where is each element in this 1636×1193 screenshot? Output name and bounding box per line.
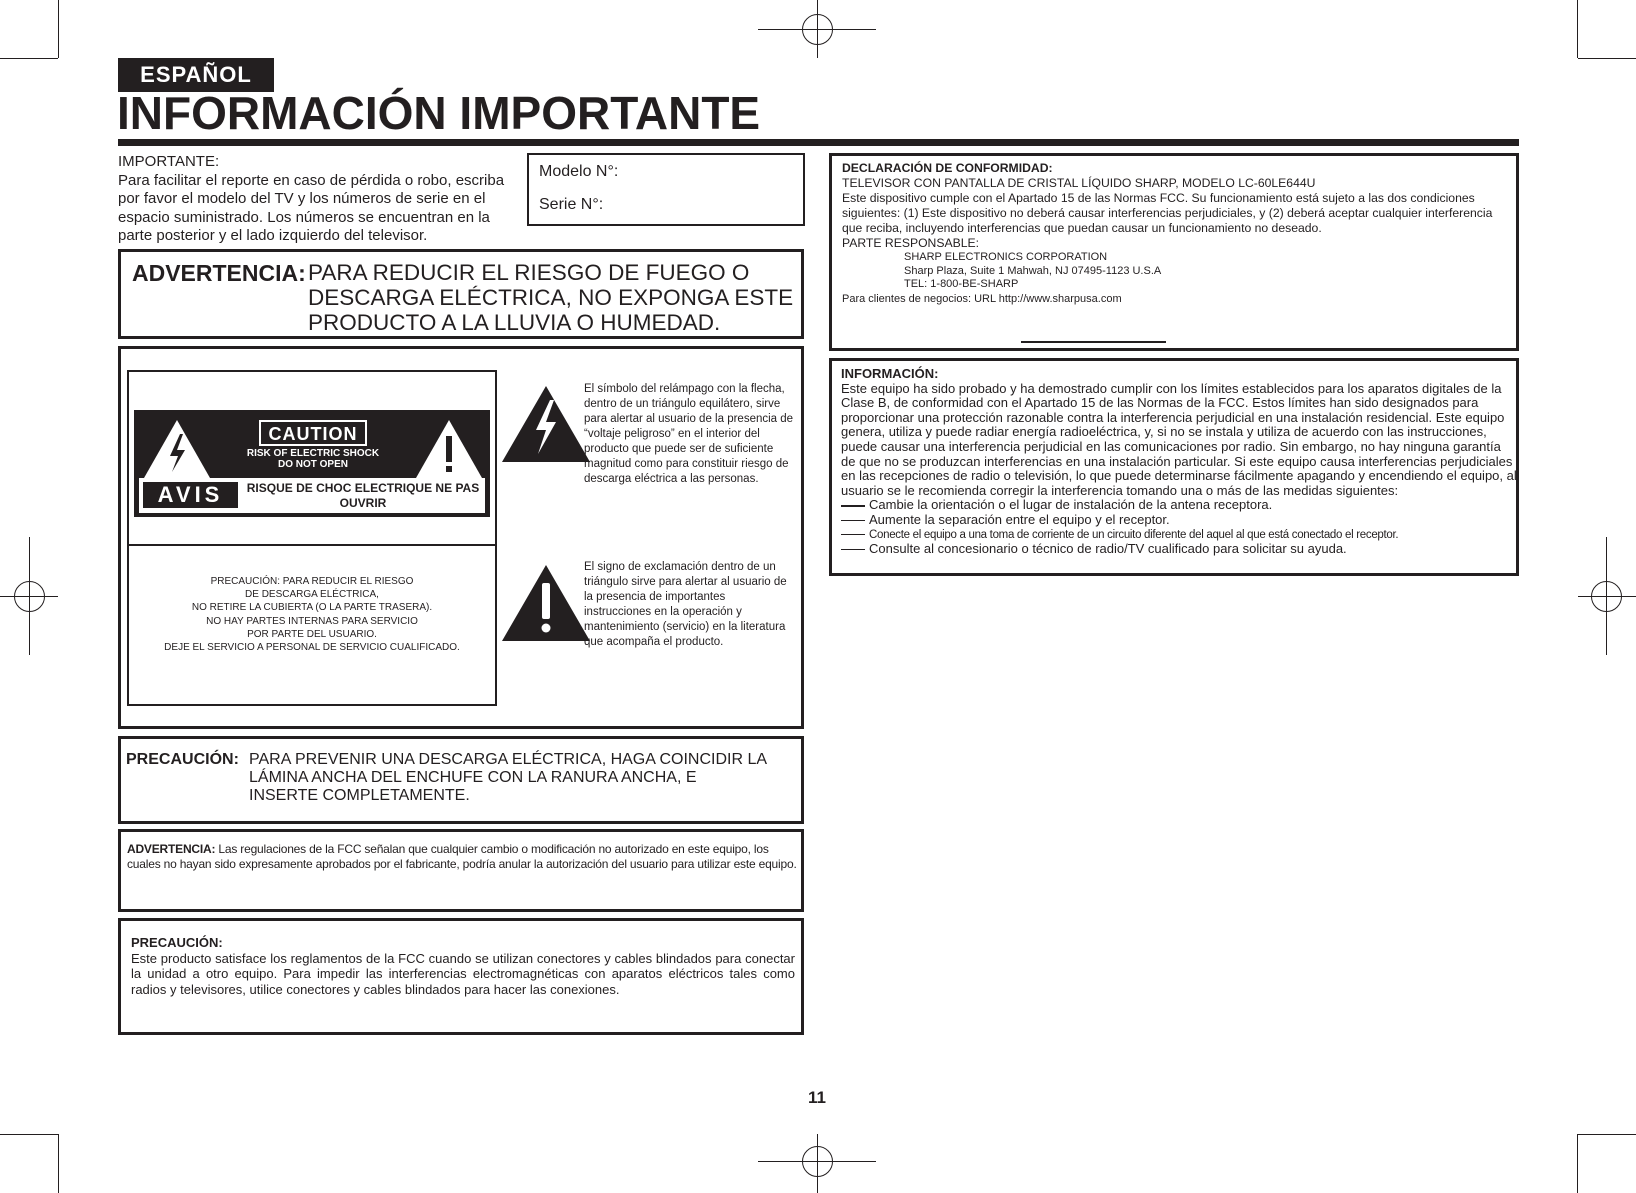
precaution-line: NO HAY PARTES INTERNAS PARA SERVICIO: [206, 615, 418, 627]
business-url: Para clientes de negocios: URL http://www.sharpusa.com: [842, 292, 1122, 305]
measure-text: Cambie la orientación o el lugar de instalación de la antena receptora.: [869, 497, 1273, 513]
warning-fcc-box: [118, 829, 804, 912]
risk-en-line1: RISK OF ELECTRIC SHOCK: [246, 448, 380, 459]
avis-word: AVIS: [143, 482, 238, 508]
precaution-line: DE DESCARGA ELÉCTRICA,: [245, 589, 379, 601]
dash-icon: [841, 534, 865, 536]
warning-fcc-label: ADVERTENCIA:: [127, 842, 216, 856]
warning-text: PARA REDUCIR EL RIESGO DE FUEGO O DESCARGA ELÉCTRICA, NO EXPONGA ESTE PRODUCTO A LA LLUVIA O HUMEDAD.: [308, 260, 794, 335]
exclamation-symbol-icon: [500, 563, 592, 643]
cover-precaution-text: [132, 575, 492, 654]
warning-fcc-text: Las regulaciones de la FCC señalan que cualquier cambio o modificación no autorizado en este equipo, los cuales no hayan sido expresamente aprobados por el fabricante, podría anular la autorización del usuario para utilizar este equipo.: [127, 842, 797, 871]
measure-item: [841, 513, 1517, 528]
information-text: Este equipo ha sido probado y ha demostrado cumplir con los límites establecidos para los aparatos digitales de la Clase B, de conformidad con el Apartado 15 de las Normas de la FCC. Estos límites han sido designados para proporcionar una protección razonable contra la interferencia perjudicial en una instalación residencial. Este equipo genera, utiliza y puede radiar energía radioeléctrica, y, si no se instala y utiliza de acuerdo con las instrucciones, puede causar una interferencia perjudicial en las comunicaciones por radio. Sin embargo, no hay ninguna garantía de que no se produzcan interferencias en una instalación particular. Si este equipo causa interferencias perjudiciales en las recepciones de radio o televisión, lo que puede determinarse fácilmente apagando y encendiendo el equipo, al usuario se le recomienda corregir la interferencia tomando una o más de las medidas siguientes:: [841, 380, 1517, 498]
company-phone: TEL: 1-800-BE-SHARP: [904, 278, 1019, 290]
information-heading: INFORMACIÓN:: [841, 366, 939, 381]
precaution-plug-box: [118, 736, 804, 824]
record-box: [527, 153, 805, 226]
warning-fire-box: [118, 249, 804, 339]
important-note: [118, 153, 508, 246]
lightning-symbol-icon: [500, 384, 592, 464]
precaution-cables-text: Este producto satisface los reglamentos de la FCC cuando se utilizan conectores y cables blindados para conectar la unidad a otro equipo. Para impedir las interferencias electromagnéticas con aparatos eléctricos tales como radios y televisores, utilice conectores y cables blindados para hacer las conexiones.: [131, 950, 795, 997]
responsible-label: PARTE RESPONSABLE:: [842, 236, 980, 250]
exclamation-symbol-description: El signo de exclamación dentro de un triángulo sirve para alertar al usuario de la presencia de importantes instrucciones en la operación y mantenimiento (servicio) en la literatura que acompaña el producto.: [584, 561, 787, 648]
precaution-cables-box: [118, 918, 804, 1035]
measure-text: Consulte al concesionario o técnico de radio/TV cualificado para solicitar su ayuda.: [869, 541, 1347, 557]
risk-english: [233, 448, 393, 470]
important-heading: IMPORTANTE:: [118, 153, 220, 170]
title-rule: [118, 139, 1519, 146]
caution-word: CAUTION: [259, 420, 367, 446]
declaration-model: TELEVISOR CON PANTALLA DE CRISTAL LÍQUIDO SHARP, MODELO LC-60LE644U: [842, 176, 1316, 190]
language-tab: ESPAÑOL: [118, 58, 274, 92]
precaution-line: NO RETIRE LA CUBIERTA (O LA PARTE TRASERA).: [191, 602, 433, 614]
lightning-symbol-description: El símbolo del relámpago con la flecha, dentro de un triángulo equilátero, sirve para alertar al usuario de la presencia de “voltaje peligroso” en el interior del producto que puede ser de suficiente magnitud como para constituir riesgo de descarga eléctrica a las personas.: [584, 383, 794, 485]
measure-text: Conecte el equipo a una toma de corriente de un circuito diferente del aquel al que está conectado el receptor.: [869, 528, 1399, 541]
dash-icon: [841, 520, 865, 522]
risk-en-line2: DO NOT OPEN: [277, 459, 348, 470]
precaution-line: DEJE EL SERVICIO A PERSONAL DE SERVICIO CUALIFICADO.: [164, 642, 460, 654]
warning-label: ADVERTENCIA:: [132, 260, 306, 286]
precaution-line: POR PARTE DEL USUARIO.: [247, 628, 377, 640]
measure-item: [841, 498, 1517, 513]
information-box: [829, 358, 1519, 576]
exclamation-triangle-icon: [414, 418, 484, 480]
measure-text: Aumente la separación entre el equipo y el receptor.: [869, 511, 1170, 527]
measure-item: [841, 542, 1517, 557]
important-text: Para facilitar el reporte en caso de pérdida o robo, escriba por favor el modelo del TV y los números de serie en el espacio suministrado. Los números se encuentran en la parte posterior y el lado izquierdo del televisor.: [118, 171, 505, 244]
company-address: Sharp Plaza, Suite 1 Mahwah, NJ 07495-1123 U.S.A: [904, 264, 1162, 277]
declaration-rule: [1021, 341, 1166, 343]
precaution-text: PARA PREVENIR UNA DESCARGA ELÉCTRICA, HAGA COINCIDIR LA LÁMINA ANCHA DEL ENCHUFE CON LA RANURA ANCHA, E INSERTE COMPLETAMENTE.: [249, 751, 767, 804]
lightning-triangle-icon: [142, 418, 212, 480]
precaution-cables-label: PRECAUCIÓN:: [131, 935, 223, 950]
precaution-line: PRECAUCIÓN: PARA REDUCIR EL RIESGO: [210, 576, 414, 587]
company-name: SHARP ELECTRONICS CORPORATION: [904, 251, 1108, 263]
declaration-text: Este dispositivo cumple con el Apartado 15 de las Normas FCC. Su funcionamiento está sujeto a las dos condiciones siguientes: (1) Este dispositivo no deberá causar interferencias perjudiciales, y (2) deberá aceptar cualquier interferencia que reciba, incluyendo interferencias que puedan causar un funcionamiento no deseado.: [842, 191, 1493, 235]
declaration-box: [829, 153, 1519, 351]
page-number: 11: [808, 1088, 826, 1107]
precaution-label: PRECAUCIÓN:: [126, 751, 239, 768]
page-title: INFORMACIÓN IMPORTANTE: [117, 87, 761, 139]
measure-item: [841, 528, 1517, 543]
model-number-label: Modelo N°:: [539, 163, 619, 180]
declaration-heading: DECLARACIÓN DE CONFORMIDAD:: [842, 161, 1053, 175]
risk-french: RISQUE DE CHOC ELECTRIQUE NE PAS OUVRIR: [246, 481, 480, 510]
serial-number-label: Serie N°:: [539, 196, 604, 213]
dash-icon: [841, 505, 865, 507]
dash-icon: [841, 549, 865, 551]
